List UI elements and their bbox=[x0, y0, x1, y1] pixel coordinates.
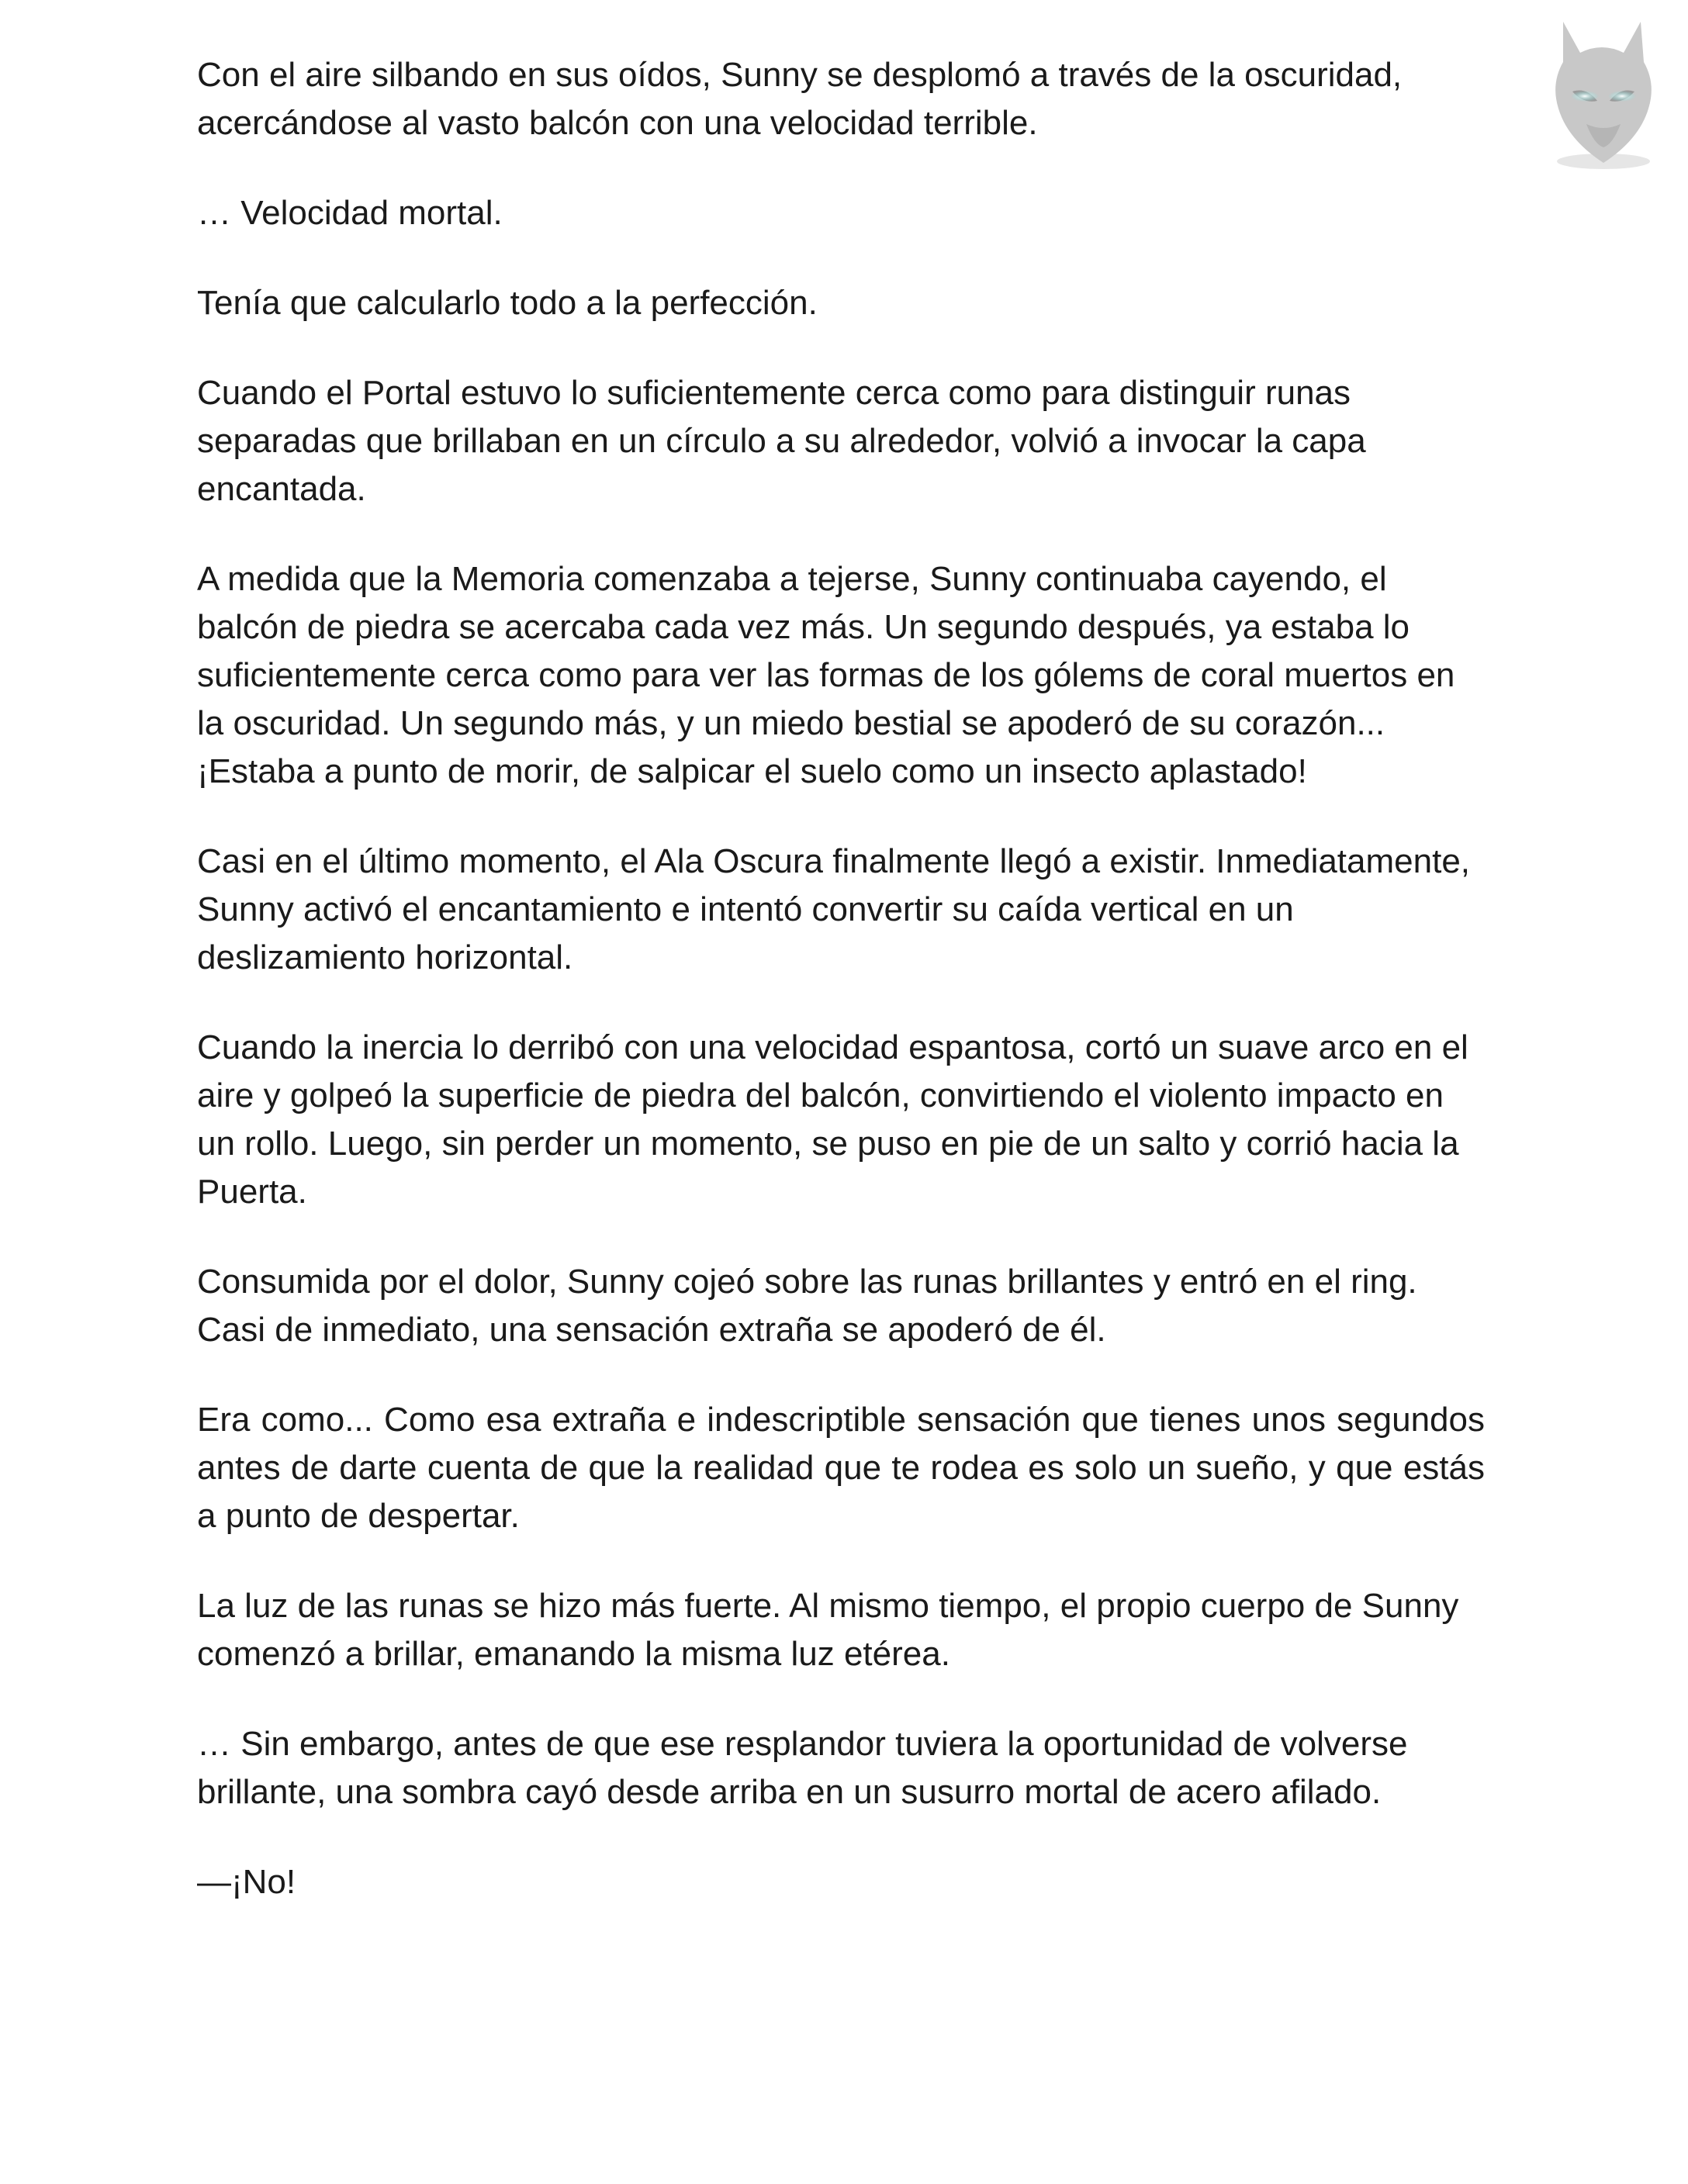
demon-head-logo-icon bbox=[1532, 16, 1672, 178]
document-body bbox=[197, 51, 1485, 1948]
paragraph-3: Tenía que calcularlo todo a la perfección. bbox=[197, 284, 818, 322]
paragraph-2: … Velocidad mortal. bbox=[197, 194, 503, 232]
paragraph-12: —¡No! bbox=[197, 1863, 296, 1901]
paragraph-11: … Sin embargo, antes de que ese resplandor tuviera la oportunidad de volverse brillante, una sombra cayó desde arriba en un susurro mortal de acero afilado. bbox=[197, 1725, 1408, 1811]
paragraph-1: Con el aire silbando en sus oídos, Sunny se desplomó a través de la oscuridad, acercándose al vasto balcón con una velocidad terrible. bbox=[197, 56, 1403, 142]
logo-right-eye-glow bbox=[1608, 91, 1636, 102]
paragraph-8: Consumida por el dolor, Sunny cojeó sobre las runas brillantes y entró en el ring. Casi de inmediato, una sensación extraña se apoderó de él. bbox=[197, 1263, 1417, 1349]
paragraph-9: Era como... Como esa extraña e indescriptible sensación que tienes unos segundos antes de darte cuenta de que la realidad que te rodea es solo un sueño, y que estás a punto de despertar. bbox=[197, 1401, 1485, 1535]
paragraph-6: Casi en el último momento, el Ala Oscura finalmente llegó a existir. Inmediatamente, Sunny activó el encantamiento e intentó convertir su caída vertical en un deslizamiento horizontal. bbox=[197, 842, 1471, 976]
paragraph-7: Cuando la inercia lo derribó con una velocidad espantosa, cortó un suave arco en el aire y golpeó la superficie de piedra del balcón, convirtiendo el violento impacto en un rollo. Luego, sin perder un momento, se puso en pie de un salto y corrió hacia la Puerta. bbox=[197, 1028, 1468, 1211]
logo-left-eye-glow bbox=[1571, 91, 1599, 102]
paragraph-4: Cuando el Portal estuvo lo suficientemente cerca como para distinguir runas separadas que brillaban en un círculo a su alrededor, volvió a invocar la capa encantada. bbox=[197, 374, 1366, 508]
paragraph-5: A medida que la Memoria comenzaba a tejerse, Sunny continuaba cayendo, el balcón de piedra se acercaba cada vez más. Un segundo después, ya estaba lo suficientemente cerca como para ver las formas de los gólems de coral muertos en la oscuridad. Un segundo más, y un miedo bestial se apoderó de su corazón... ¡Estaba a punto de morir, de salpicar el suelo como un insecto aplastado! bbox=[197, 560, 1455, 790]
paragraph-10: La luz de las runas se hizo más fuerte. Al mismo tiempo, el propio cuerpo de Sunny comenzó a brillar, emanando la misma luz etérea. bbox=[197, 1587, 1459, 1673]
